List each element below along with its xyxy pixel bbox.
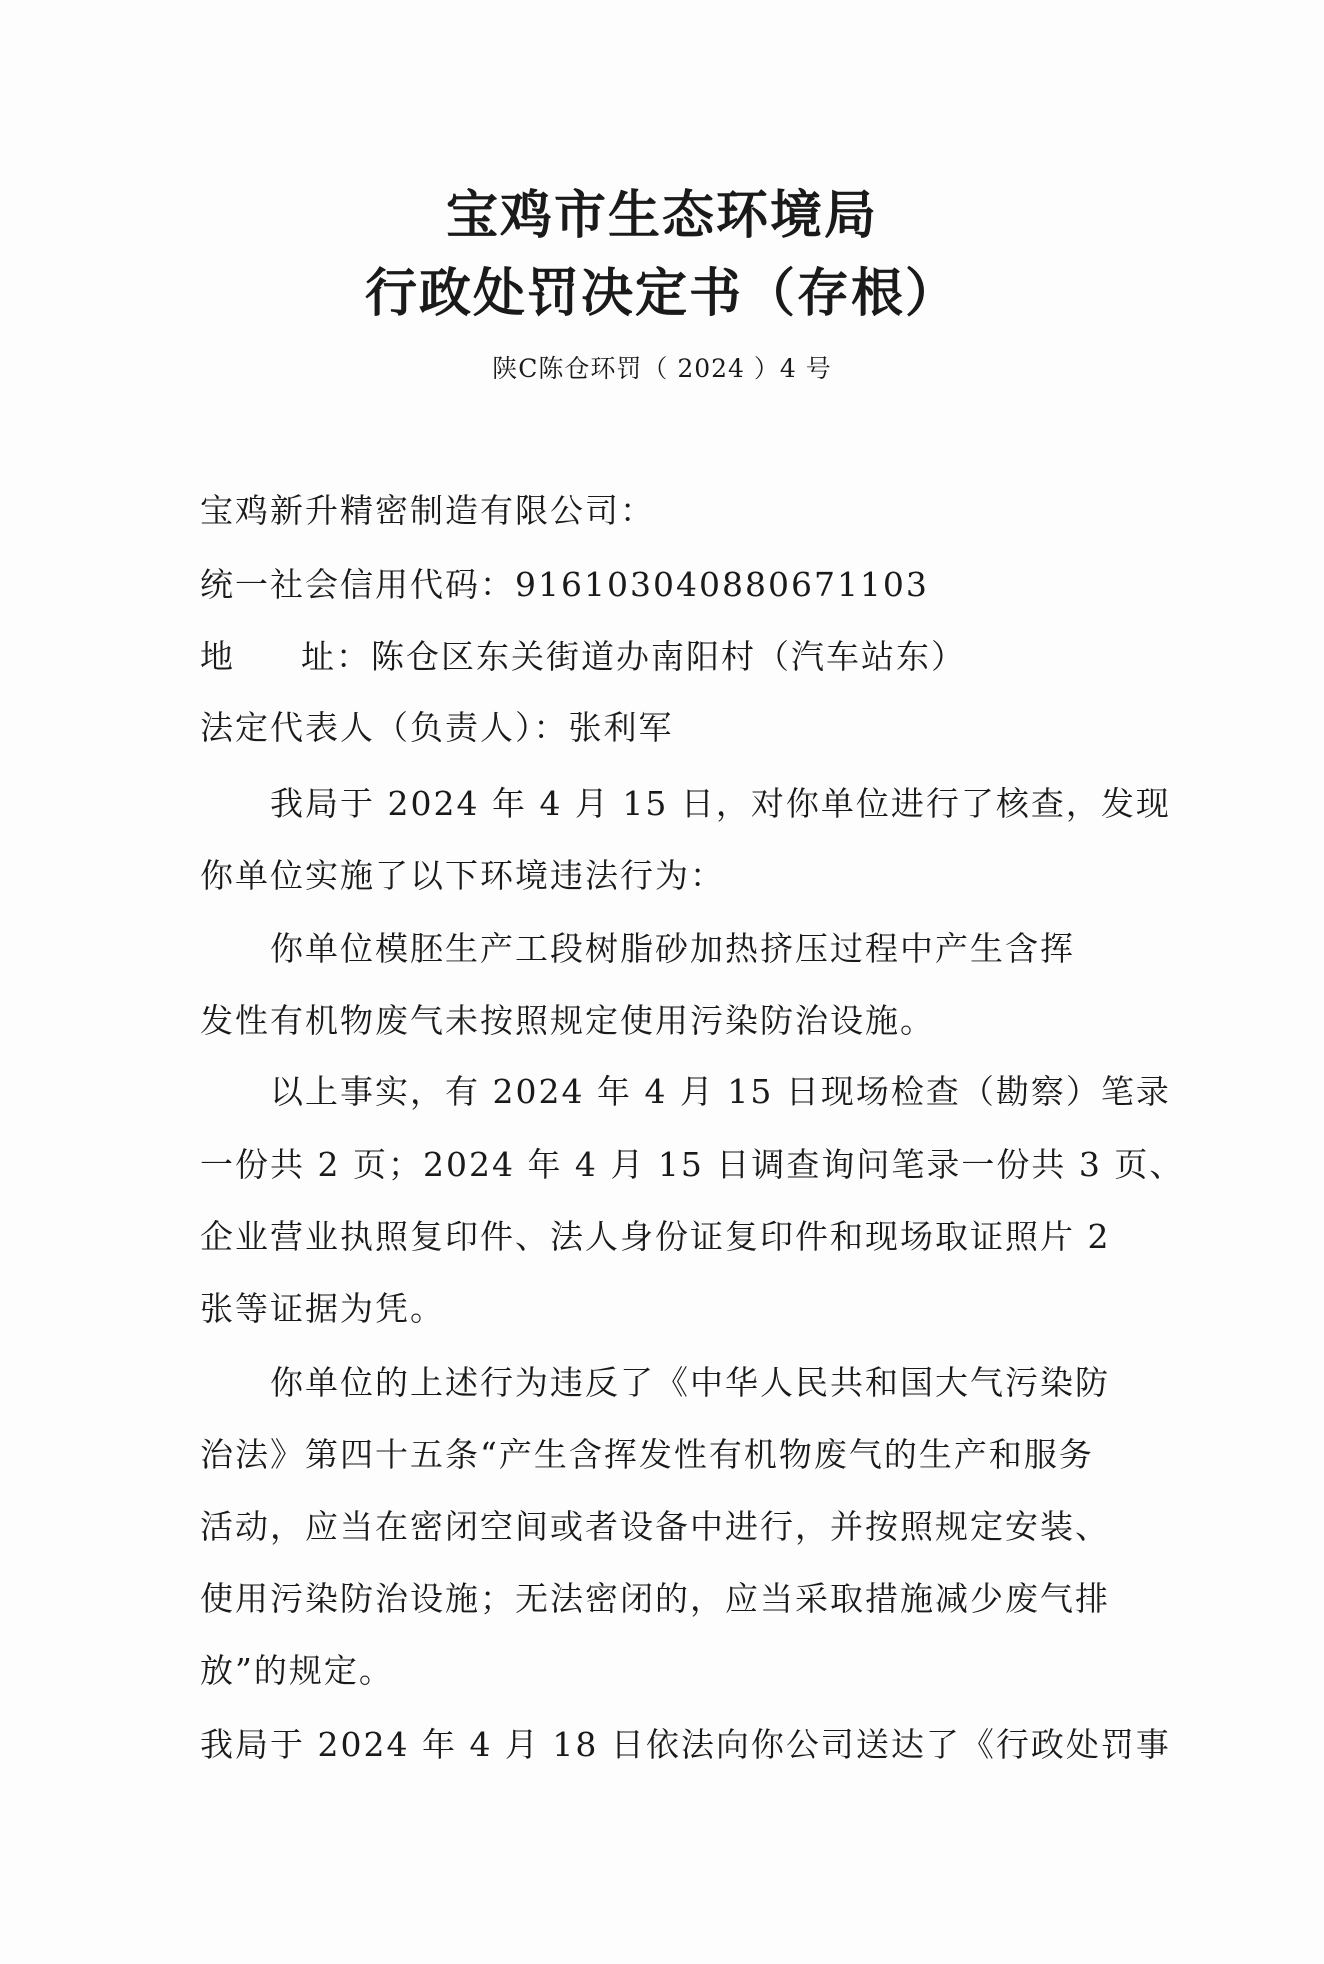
paragraph-2-line-2: 发性有机物废气未按照规定使用污染防治设施。 <box>200 1001 935 1040</box>
paragraph-3-line-3: 企业营业执照复印件、法人身份证复印件和现场取证照片 2 <box>200 1217 1111 1256</box>
paragraph-1-line-1: 我局于 2024 年 4 月 15 日，对你单位进行了核查，发现 <box>270 784 1171 823</box>
recipient-company: 宝鸡新升精密制造有限公司： <box>200 491 655 530</box>
paragraph-4-line-4: 使用污染防治设施；无法密闭的，应当采取措施减少废气排 <box>200 1579 1110 1618</box>
document-type-title: 行政处罚决定书（存根） <box>364 264 959 324</box>
address-label-char-1: 地 <box>200 637 235 676</box>
legal-representative: 法定代表人（负责人）：张利军 <box>200 708 674 747</box>
paragraph-4-line-5: 放”的规定。 <box>200 1651 394 1690</box>
paragraph-2-line-1: 你单位模胚生产工段树脂砂加热挤压过程中产生含挥 <box>270 929 1075 968</box>
issuing-authority-title: 宝鸡市生态环境局 <box>445 186 878 246</box>
paragraph-4-line-3: 活动，应当在密闭空间或者设备中进行，并按照规定安装、 <box>200 1507 1110 1546</box>
paragraph-3-line-1: 以上事实，有 2024 年 4 月 15 日现场检查（勘察）笔录 <box>270 1072 1171 1111</box>
paragraph-1-line-2: 你单位实施了以下环境违法行为： <box>200 856 725 895</box>
paragraph-3-line-4: 张等证据为凭。 <box>200 1289 445 1328</box>
paragraph-5-line-1: 我局于 2024 年 4 月 18 日依法向你公司送达了《行政处罚事 <box>200 1725 1171 1764</box>
address-value: 址：陈仓区东关街道办南阳村（汽车站东） <box>301 637 966 676</box>
paragraph-3-line-2: 一份共 2 页；2024 年 4 月 15 日调查询问笔录一份共 3 页、 <box>200 1145 1185 1184</box>
paragraph-4-line-2: 治法》第四十五条“产生含挥发性有机物废气的生产和服务 <box>200 1435 1094 1474</box>
credit-code: 统一社会信用代码：916103040880671103 <box>200 565 929 604</box>
document-number: 陕C陈仓环罚（ 2024 ）4 号 <box>492 354 832 383</box>
paragraph-4-line-1: 你单位的上述行为违反了《中华人民共和国大气污染防 <box>270 1363 1110 1402</box>
address-line <box>200 637 966 676</box>
